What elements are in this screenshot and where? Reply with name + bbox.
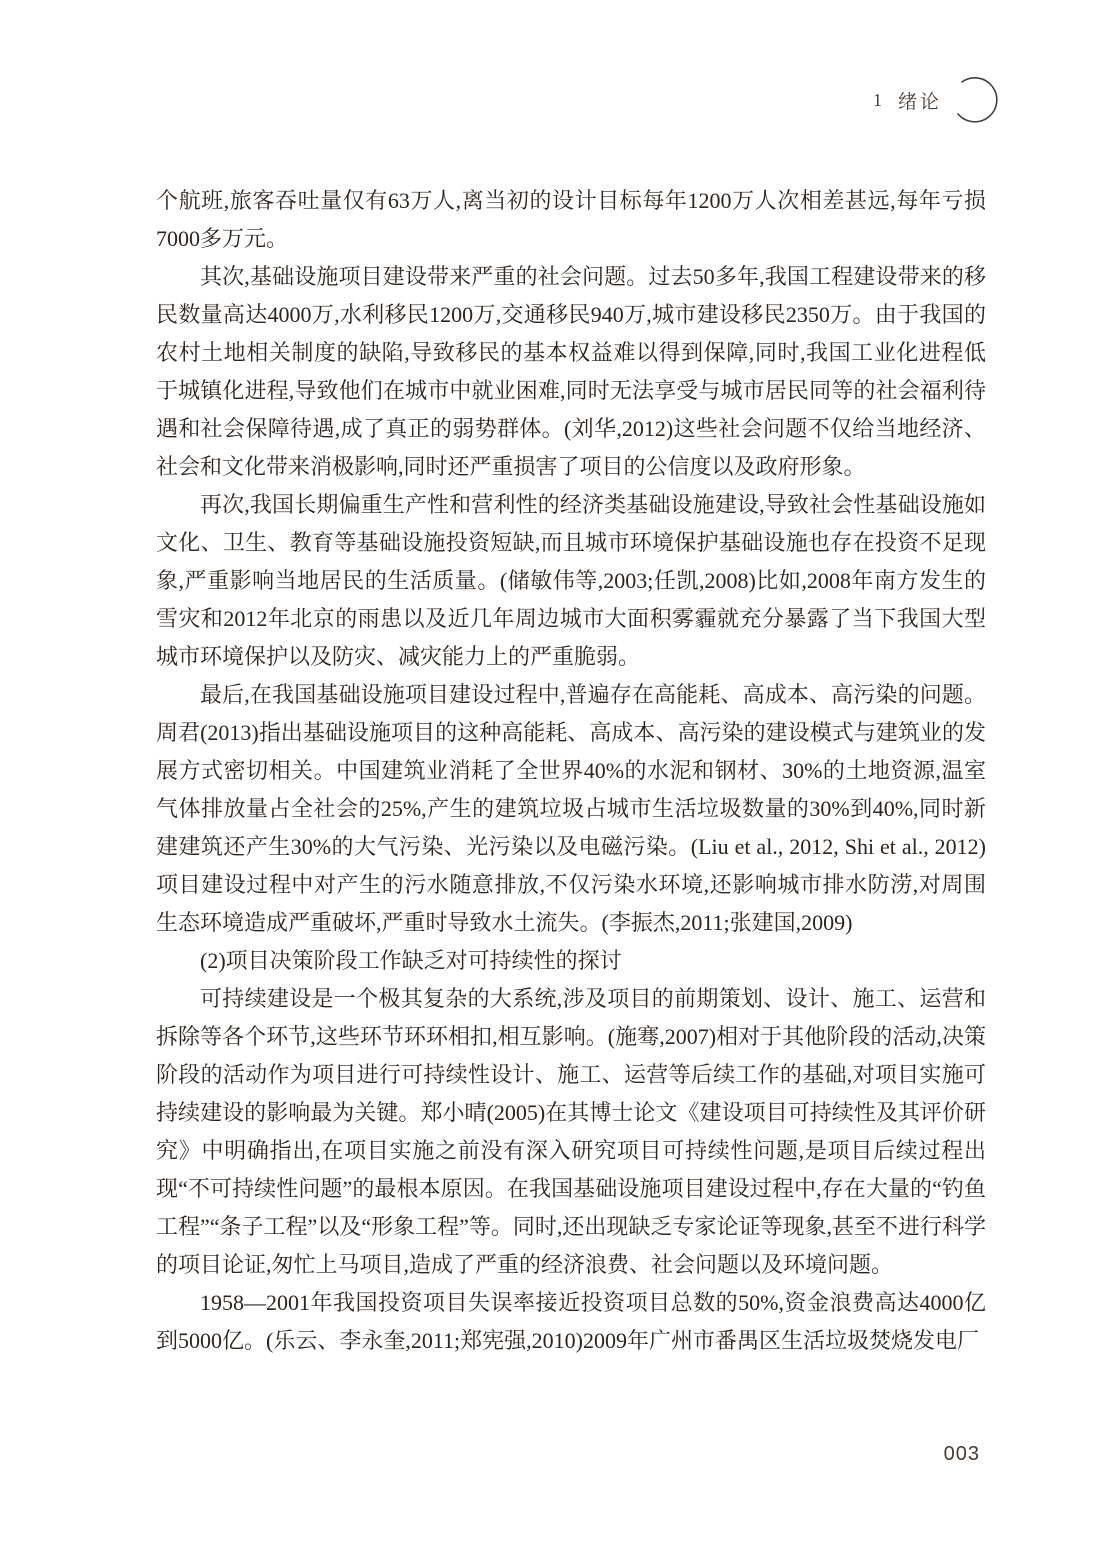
page-body	[156, 182, 986, 1360]
chapter-header	[873, 76, 1000, 124]
page-number: 003	[943, 1443, 980, 1465]
paragraph-subheading-2: (2)项目决策阶段工作缺乏对可持续性的探讨	[200, 948, 622, 973]
paragraph-continuation: 个航班,旅客吞吐量仅有63万人,离当初的设计目标每年1200万人次相差甚远,每年亏损7000多万元。	[156, 188, 986, 251]
paragraph-sustainable-construction: 可持续建设是一个极其复杂的大系统,涉及项目的前期策划、设计、施工、运营和拆除等各个环节,这些环节环环相扣,相互影响。(施骞,2007)相对于其他阶段的活动,决策阶段的活动作为项目进行可持续性设计、施工、运营等后续工作的基础,对项目实施可持续建设的影响最为关键。郑小晴(2005)在其博士论文《建设项目可持续性及其评价研究》中明确指出,在项目实施之前没有深入研究项目可持续性问题,是项目后续过程出现“不可持续性问题”的最根本原因。在我国基础设施项目建设过程中,存在大量的“钓鱼工程”“条子工程”以及“形象工程”等。同时,还出现缺乏专家论证等现象,甚至不进行科学的项目论证,匆忙上马项目,造成了严重的经济浪费、社会问题以及环境问题。	[156, 986, 986, 1277]
chapter-title: 绪论	[897, 91, 942, 113]
chapter-number: 1	[872, 89, 882, 110]
paragraph-investment-failure: 1958—2001年我国投资项目失误率接近投资项目总数的50%,资金浪费高达4000亿到5000亿。(乐云、李永奎,2011;郑宪强,2010)2009年广州市番禺区生活垃圾焚烧发电厂	[156, 1290, 986, 1353]
chapter-circle-icon	[950, 75, 1000, 125]
paragraph-social-problems: 其次,基础设施项目建设带来严重的社会问题。过去50多年,我国工程建设带来的移民数量高达4000万,水利移民1200万,交通移民940万,城市建设移民2350万。由于我国的农村土地相关制度的缺陷,导致移民的基本权益难以得到保障,同时,我国工业化进程低于城镇化进程,导致他们在城市中就业困难,同时无法享受与城市居民同等的社会福利待遇和社会保障待遇,成了真正的弱势群体。(刘华,2012)这些社会问题不仅给当地经济、社会和文化带来消极影响,同时还严重损害了项目的公信度以及政府形象。	[156, 264, 986, 479]
paragraph-social-infrastructure: 再次,我国长期偏重生产性和营利性的经济类基础设施建设,导致社会性基础设施如文化、卫生、教育等基础设施投资短缺,而且城市环境保护基础设施也存在投资不足现象,严重影响当地居民的生活质量。(储敏伟等,2003;任凯,2008)比如,2008年南方发生的雪灾和2012年北京的雨患以及近几年周边城市大面积雾霾就充分暴露了当下我国大型城市环境保护以及防灾、减灾能力上的严重脆弱。	[156, 492, 986, 669]
paragraph-pollution: 最后,在我国基础设施项目建设过程中,普遍存在高能耗、高成本、高污染的问题。周君(2013)指出基础设施项目的这种高能耗、高成本、高污染的建设模式与建筑业的发展方式密切相关。中国建筑业消耗了全世界40%的水泥和钢材、30%的土地资源,温室气体排放量占全社会的25%,产生的建筑垃圾占城市生活垃圾数量的30%到40%,同时新建建筑还产生30%的大气污染、光污染以及电磁污染。(Liu et al., 2012, Shi et al., 2012)项目建设过程中对产生的污水随意排放,不仅污染水环境,还影响城市排水防涝,对周围生态环境造成严重破坏,严重时导致水土流失。(李振杰,2011;张建国,2009)	[156, 682, 986, 935]
